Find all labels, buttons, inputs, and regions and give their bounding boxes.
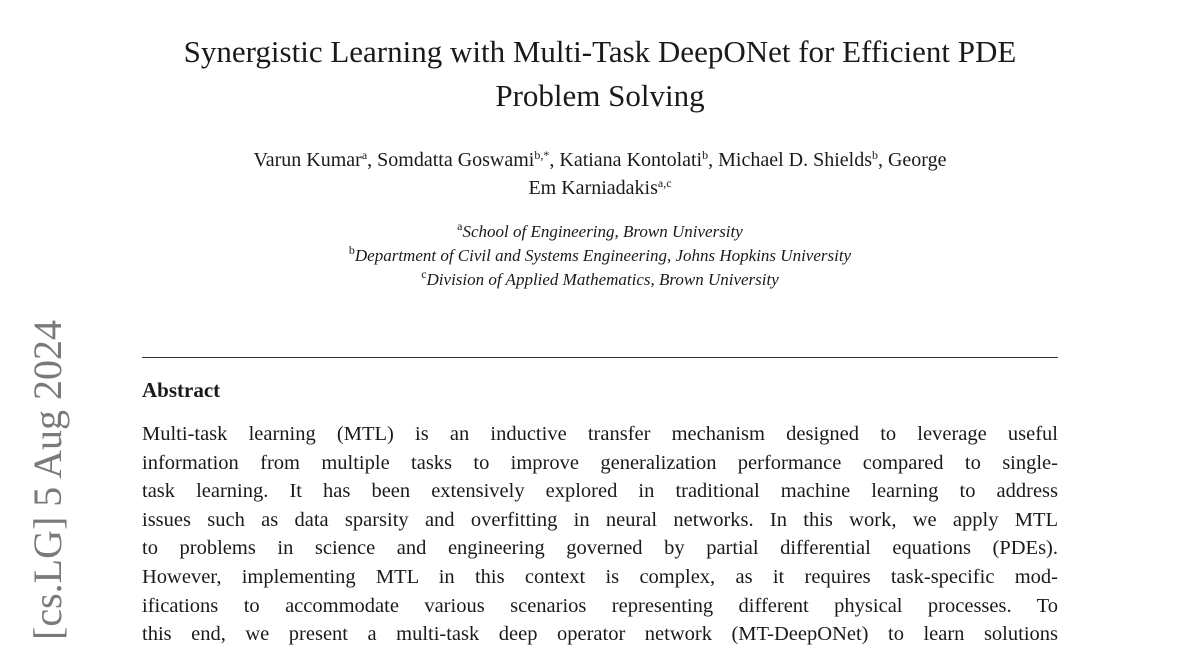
author-list	[100, 146, 1100, 202]
author: Michael D. Shields$^b$,	[718, 148, 888, 171]
abstract-body	[142, 420, 1058, 649]
abstract-line: to problems in science and engineering governed by partial differential equations (PDEs).	[142, 537, 1058, 560]
paper-title	[100, 30, 1100, 118]
abstract-line: this end, we present a multi-task deep operator network (MT-DeepONet) to learn solutions	[142, 623, 1058, 646]
author: Katiana Kontolati$^b$,	[559, 148, 719, 171]
affiliation: $^b$Department of Civil and Systems Engineering, Johns Hopkins University	[348, 243, 852, 265]
horizontal-rule	[142, 357, 1058, 358]
abstract-heading: Abstract	[142, 378, 221, 402]
affiliation: $^a$School of Engineering, Brown University	[457, 219, 743, 241]
author: Somdatta Goswami$^{b,*}$,	[377, 148, 560, 171]
title-line-1: Synergistic Learning with Multi-Task DeepONet for Efficient PDE	[183, 34, 1017, 69]
author-line-2	[100, 174, 1100, 202]
arxiv-stamp: [cs.LG] 5 Aug 2024	[25, 320, 70, 640]
author: Varun Kumar$^a$,	[253, 148, 378, 171]
affiliation-list	[100, 220, 1100, 292]
abstract-line: task learning. It has been extensively explored in traditional machine learning to address	[142, 480, 1058, 503]
abstract-line: information from multiple tasks to improve generalization performance compared to single-	[142, 451, 1058, 474]
author: Em Karniadakis$^{a,c}$	[528, 176, 672, 199]
author: George	[887, 149, 947, 171]
abstract-line: issues such as data sparsity and overfitting in neural networks. In this work, we apply MTL	[142, 508, 1058, 531]
abstract-line: However, implementing MTL in this context is complex, as it requires task-specific mod-	[142, 565, 1058, 588]
abstract-line: Multi-task learning (MTL) is an inductive transfer mechanism designed to leverage useful	[142, 423, 1058, 445]
title-line-2: Problem Solving	[495, 78, 705, 113]
abstract-line: ifications to accommodate various scenarios representing different physical processes. To	[142, 594, 1058, 617]
author-line-1	[100, 146, 1100, 174]
affiliation: $^c$Division of Applied Mathematics, Brown University	[421, 267, 779, 289]
